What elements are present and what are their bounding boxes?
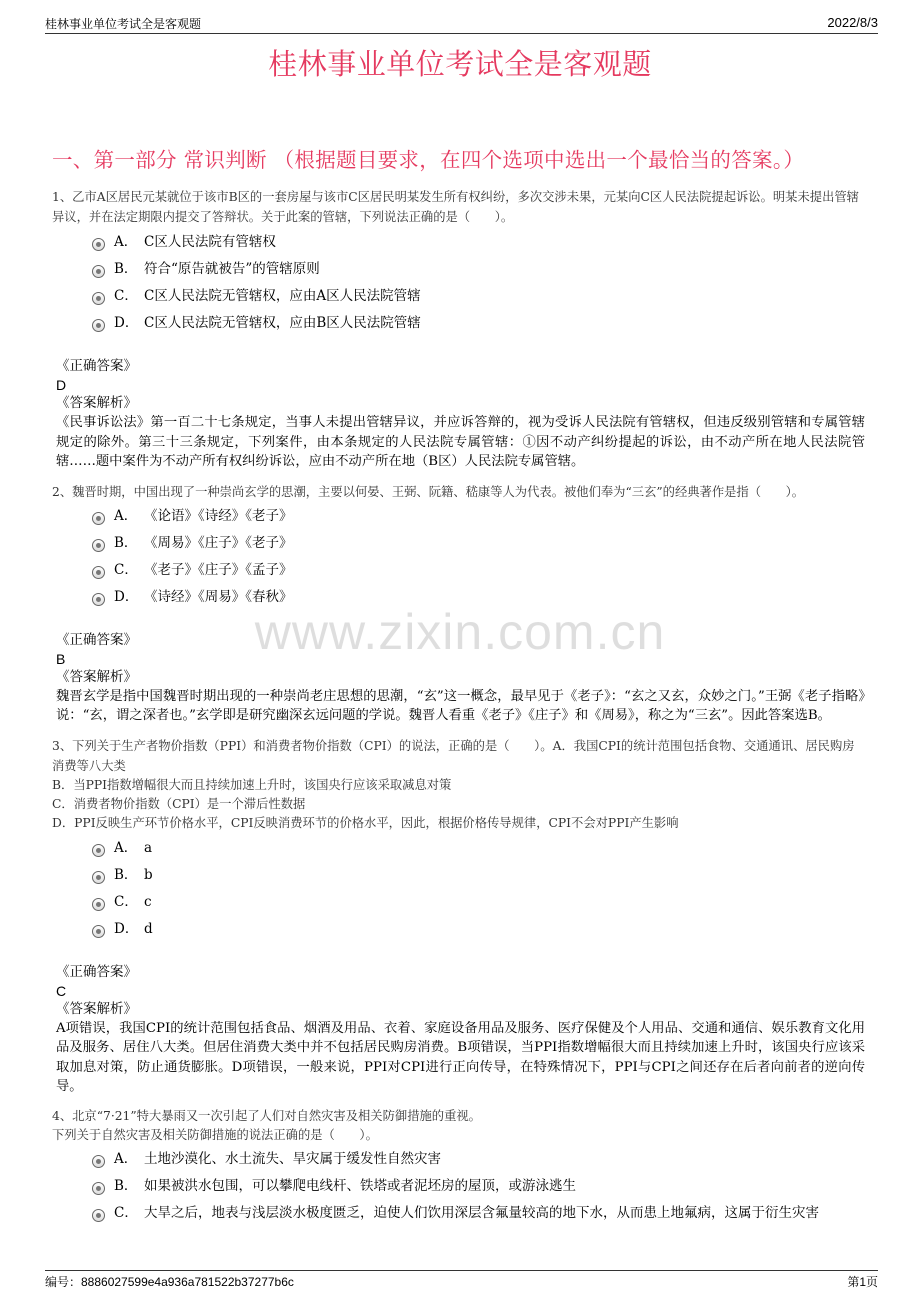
radio-icon[interactable] xyxy=(92,1155,105,1168)
option-letter: C． xyxy=(114,893,138,910)
option-a[interactable] xyxy=(92,1150,865,1177)
statement-b: B．当PPI指数增幅很大而且持续加速上升时，该国央行应该采取减息对策 xyxy=(52,777,452,792)
option-letter: B． xyxy=(114,1177,138,1194)
radio-icon[interactable] xyxy=(92,871,105,884)
radio-icon[interactable] xyxy=(92,593,105,606)
option-letter: B． xyxy=(114,534,138,551)
option-c[interactable] xyxy=(92,287,865,314)
option-a[interactable] xyxy=(92,507,865,534)
question-list xyxy=(52,187,865,1231)
question-2 xyxy=(52,482,865,726)
explanation-label: 《答案解析》 xyxy=(56,1000,137,1017)
option-text: 《诗经》《周易》《春秋》 xyxy=(144,588,293,605)
option-text: C区人民法院无管辖权，应由B区人民法院管辖 xyxy=(144,315,421,331)
option-text: 《老子》《庄子》《孟子》 xyxy=(144,561,293,578)
section-title: 一、第一部分 常识判断 （根据题目要求，在四个选项中选出一个最恰当的答案。） xyxy=(52,148,805,172)
radio-icon[interactable] xyxy=(92,539,105,552)
header-date: 2022/8/3 xyxy=(827,15,878,30)
radio-icon[interactable] xyxy=(92,1182,105,1195)
answer-label: 《正确答案》 xyxy=(56,358,137,374)
option-letter: A． xyxy=(114,507,138,524)
options xyxy=(52,233,865,341)
watermark: www.zixin.com.cn xyxy=(254,604,666,660)
option-text: C区人民法院无管辖权，应由A区人民法院管辖 xyxy=(144,288,421,304)
header-doc-name: 桂林事业单位考试全是客观题 xyxy=(45,17,202,31)
answer-value: D xyxy=(56,377,67,393)
option-d[interactable] xyxy=(92,314,865,341)
option-b[interactable] xyxy=(92,260,865,287)
option-a[interactable] xyxy=(92,839,865,866)
option-letter: C． xyxy=(114,561,138,578)
option-text: 符合“原告就被告”的管辖原则 xyxy=(144,261,320,277)
option-letter: B． xyxy=(114,866,138,883)
options xyxy=(52,507,865,615)
option-letter: C． xyxy=(114,288,138,304)
options xyxy=(52,1150,865,1231)
option-d[interactable] xyxy=(92,920,865,947)
document-title: 桂林事业单位考试全是客观题 xyxy=(268,47,652,81)
explanation-label: 《答案解析》 xyxy=(56,395,137,411)
option-b[interactable] xyxy=(92,866,865,893)
option-c[interactable] xyxy=(92,561,865,588)
question-4 xyxy=(52,1107,865,1231)
radio-icon[interactable] xyxy=(92,844,105,857)
option-letter: C． xyxy=(114,1204,138,1221)
option-text: d xyxy=(144,920,153,937)
answer-label: 《正确答案》 xyxy=(56,631,137,648)
radio-icon[interactable] xyxy=(92,265,105,278)
radio-icon[interactable] xyxy=(92,512,105,525)
option-text: 《周易》《庄子》《老子》 xyxy=(144,534,293,551)
option-letter: A． xyxy=(114,839,138,856)
option-letter: D． xyxy=(114,588,139,605)
option-letter: A． xyxy=(114,1150,138,1167)
radio-icon[interactable] xyxy=(92,319,105,332)
question-3 xyxy=(52,736,865,1097)
option-d[interactable] xyxy=(92,588,865,615)
option-letter: D． xyxy=(114,315,139,331)
explanation-label: 《答案解析》 xyxy=(56,668,137,685)
option-text: 《论语》《诗经》《老子》 xyxy=(144,507,293,524)
option-letter: B． xyxy=(114,261,138,277)
question-text: 4、北京“7·21”特大暴雨又一次引起了人们对自然灾害及相关防御措施的重视。 xyxy=(52,1108,481,1123)
option-b[interactable] xyxy=(92,1177,865,1204)
question-1 xyxy=(52,187,865,472)
question-text: 1、乙市A区居民元某就位于该市B区的一套房屋与该市C区居民明某发生所有权纠纷，多次交涉未果，元某向C区人民法院提起诉讼。明某未提出管辖异议，并在法定期限内提交了答辩状。关于此案的管辖，下列说法正确的是（ ）。 xyxy=(52,190,859,224)
option-text: 土地沙漠化、水土流失、旱灾属于缓发性自然灾害 xyxy=(144,1150,441,1167)
statement-c: C．消费者物价指数（CPI）是一个滞后性数据 xyxy=(52,796,306,811)
option-text: 大旱之后，地表与浅层淡水极度匮乏，迫使人们饮用深层含氟量较高的地下水，从而患上地氟病，这属于衍生灾害 xyxy=(144,1204,819,1221)
option-text: c xyxy=(144,893,152,910)
answer-label: 《正确答案》 xyxy=(56,963,137,980)
option-a[interactable] xyxy=(92,233,865,260)
option-text: 如果被洪水包围，可以攀爬电线杆、铁塔或者泥坯房的屋顶，或游泳逃生 xyxy=(144,1177,576,1194)
explanation-text: A项错误，我国CPI的统计范围包括食品、烟酒及用品、衣着、家庭设备用品及服务、医疗保健及个人用品、交通和通信、娱乐教育文化用品及服务、居住八大类。但居住消费大类中并不包括居民购房消费。B项错误，当PPI指数增幅很大而且持续加速上升时，该国央行应该采取加息对策，防止通货膨胀。D项错误，一般来说，PPI对CPI进行正向传导，在特殊情况下，PPI与CPI之间还存在后者向前者的逆向传导。 xyxy=(56,1020,865,1094)
option-c[interactable] xyxy=(92,1204,865,1231)
radio-icon[interactable] xyxy=(92,566,105,579)
answer-value: B xyxy=(56,650,66,667)
answer-value: C xyxy=(56,982,67,999)
question-text: 2、魏晋时期，中国出现了一种崇尚玄学的思潮，主要以何晏、王弼、阮籍、嵇康等人为代表。被他们奉为“三玄”的经典著作是指（ ）。 xyxy=(52,484,805,499)
page-number: 第1页 xyxy=(847,1275,878,1289)
option-letter: D． xyxy=(114,920,139,937)
explanation-text: 魏晋玄学是指中国魏晋时期出现的一种崇尚老庄思想的思潮，“玄”这一概念，最早见于《老子》：“玄之又玄，众妙之门。”王弼《老子指略》说：“玄，谓之深者也。”玄学即是研究幽深玄远问题的学说。魏晋人看重《老子》《庄子》和《周易》，称之为“三玄”。因此答案选B。 xyxy=(56,688,865,723)
radio-icon[interactable] xyxy=(92,898,105,911)
document-code: 编号：8886027599e4a936a781522b37277b6c xyxy=(45,1275,294,1289)
option-text: b xyxy=(144,866,153,883)
option-c[interactable] xyxy=(92,893,865,920)
radio-icon[interactable] xyxy=(92,238,105,251)
statement-d: D．PPI反映生产环节价格水平，CPI反映消费环节的价格水平，因此，根据价格传导规律，CPI不会对PPI产生影响 xyxy=(52,815,679,830)
option-text: a xyxy=(144,839,153,856)
page-header xyxy=(45,14,878,34)
question-subtext: 下列关于自然灾害及相关防御措施的说法正确的是（ ）。 xyxy=(52,1127,378,1142)
option-b[interactable] xyxy=(92,534,865,561)
radio-icon[interactable] xyxy=(92,292,105,305)
option-letter: A． xyxy=(114,234,138,250)
radio-icon[interactable] xyxy=(92,925,105,938)
explanation-text: 《民事诉讼法》第一百二十七条规定，当事人未提出管辖异议，并应诉答辩的，视为受诉人民法院有管辖权，但违反级别管辖和专属管辖规定的除外。第三十三条规定，下列案件，由本条规定的人民法院专属管辖：①因不动产纠纷提起的诉讼，由不动产所在地人民法院管辖……题中案件为不动产所有权纠纷诉讼，应由不动产所在地（B区）人民法院专属管辖。 xyxy=(56,415,865,469)
question-text: 3、下列关于生产者物价指数（PPI）和消费者物价指数（CPI）的说法，正确的是（ ）。A．我国CPI的统计范围包括食物、交通通讯、居民购房消费等八大类 xyxy=(52,738,855,773)
radio-icon[interactable] xyxy=(92,1209,105,1222)
options xyxy=(52,839,865,947)
option-text: C区人民法院有管辖权 xyxy=(144,234,276,250)
page-footer xyxy=(45,1270,878,1288)
